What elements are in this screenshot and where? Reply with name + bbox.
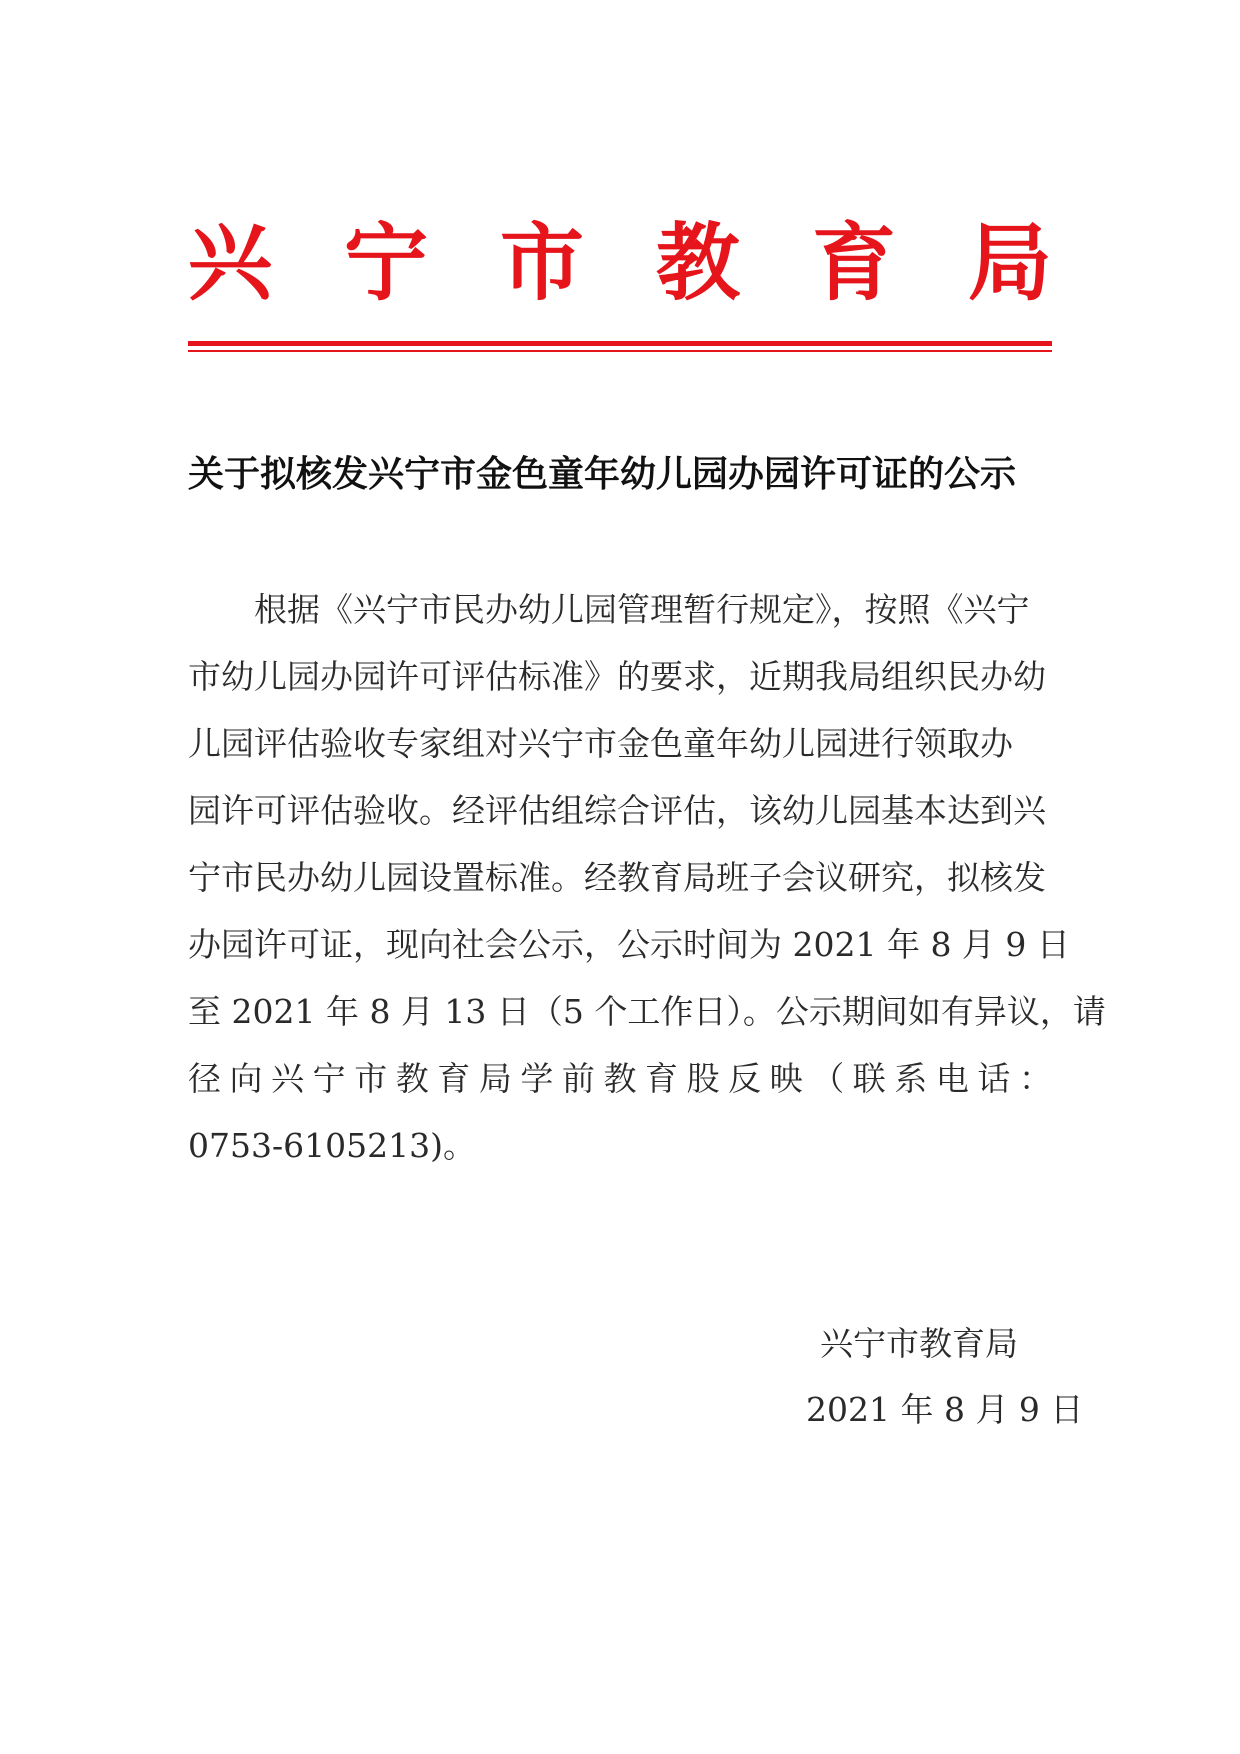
spread-char: 宁 <box>312 1059 346 1098</box>
spread-char: 话 <box>977 1059 1011 1098</box>
notice-body <box>188 576 1106 1179</box>
spread-char: 兴 <box>271 1059 305 1098</box>
letterhead-char: 育 <box>811 213 896 312</box>
letterhead-char: 教 <box>655 213 740 312</box>
spread-char: 反 <box>728 1059 762 1098</box>
spread-char: ： <box>1018 1059 1052 1098</box>
letterhead-rule-thick <box>188 341 1052 346</box>
body-line: 至 2021 年 8 月 13 日（5 个工作日）。公示期间如有异议，请 <box>188 992 1106 1031</box>
spread-char: 电 <box>935 1059 969 1098</box>
spread-char: （ <box>811 1059 845 1098</box>
spread-char: 育 <box>437 1059 471 1098</box>
body-line: 儿园评估验收专家组对兴宁市金色童年幼儿园进行领取办 <box>188 724 1013 763</box>
spread-char: 径 <box>188 1059 221 1098</box>
spread-char: 映 <box>769 1059 803 1098</box>
spread-char: 前 <box>561 1059 595 1098</box>
spread-char: 股 <box>686 1059 720 1098</box>
spread-char: 系 <box>894 1059 928 1098</box>
letterhead-char: 市 <box>499 213 584 312</box>
letterhead-rule-thin <box>188 350 1052 352</box>
body-line: 根据《兴宁市民办幼儿园管理暂行规定》，按照《兴宁 <box>254 590 1030 629</box>
body-line: 园许可评估验收。经评估组综合评估，该幼儿园基本达到兴 <box>188 791 1046 830</box>
letterhead-char: 局 <box>967 213 1052 312</box>
body-line-spread <box>188 1045 1052 1112</box>
spread-char: 学 <box>520 1059 554 1098</box>
body-line: 宁市民办幼儿园设置标准。经教育局班子会议研究，拟核发 <box>188 858 1046 897</box>
spread-char: 联 <box>852 1059 886 1098</box>
spread-char: 局 <box>478 1059 512 1098</box>
spread-char: 市 <box>354 1059 388 1098</box>
letterhead-char: 兴 <box>188 213 273 312</box>
signature-date: 2021 年 8 月 9 日 <box>806 1390 1084 1429</box>
spread-char: 教 <box>603 1059 637 1098</box>
body-line: 办园许可证，现向社会公示，公示时间为 2021 年 8 月 9 日 <box>188 925 1070 964</box>
spread-char: 向 <box>229 1059 263 1098</box>
letterhead-title <box>188 208 1052 318</box>
body-line: 0753-6105213)。 <box>188 1126 476 1165</box>
signature-org: 兴宁市教育局 <box>820 1324 1018 1363</box>
notice-title: 关于拟核发兴宁市金色童年幼儿园办园许可证的公示 <box>188 454 1017 495</box>
spread-char: 育 <box>645 1059 679 1098</box>
letterhead-char: 宁 <box>343 213 428 312</box>
body-line: 市幼儿园办园许可评估标准》的要求，近期我局组织民办幼 <box>188 657 1046 696</box>
spread-char: 教 <box>395 1059 429 1098</box>
